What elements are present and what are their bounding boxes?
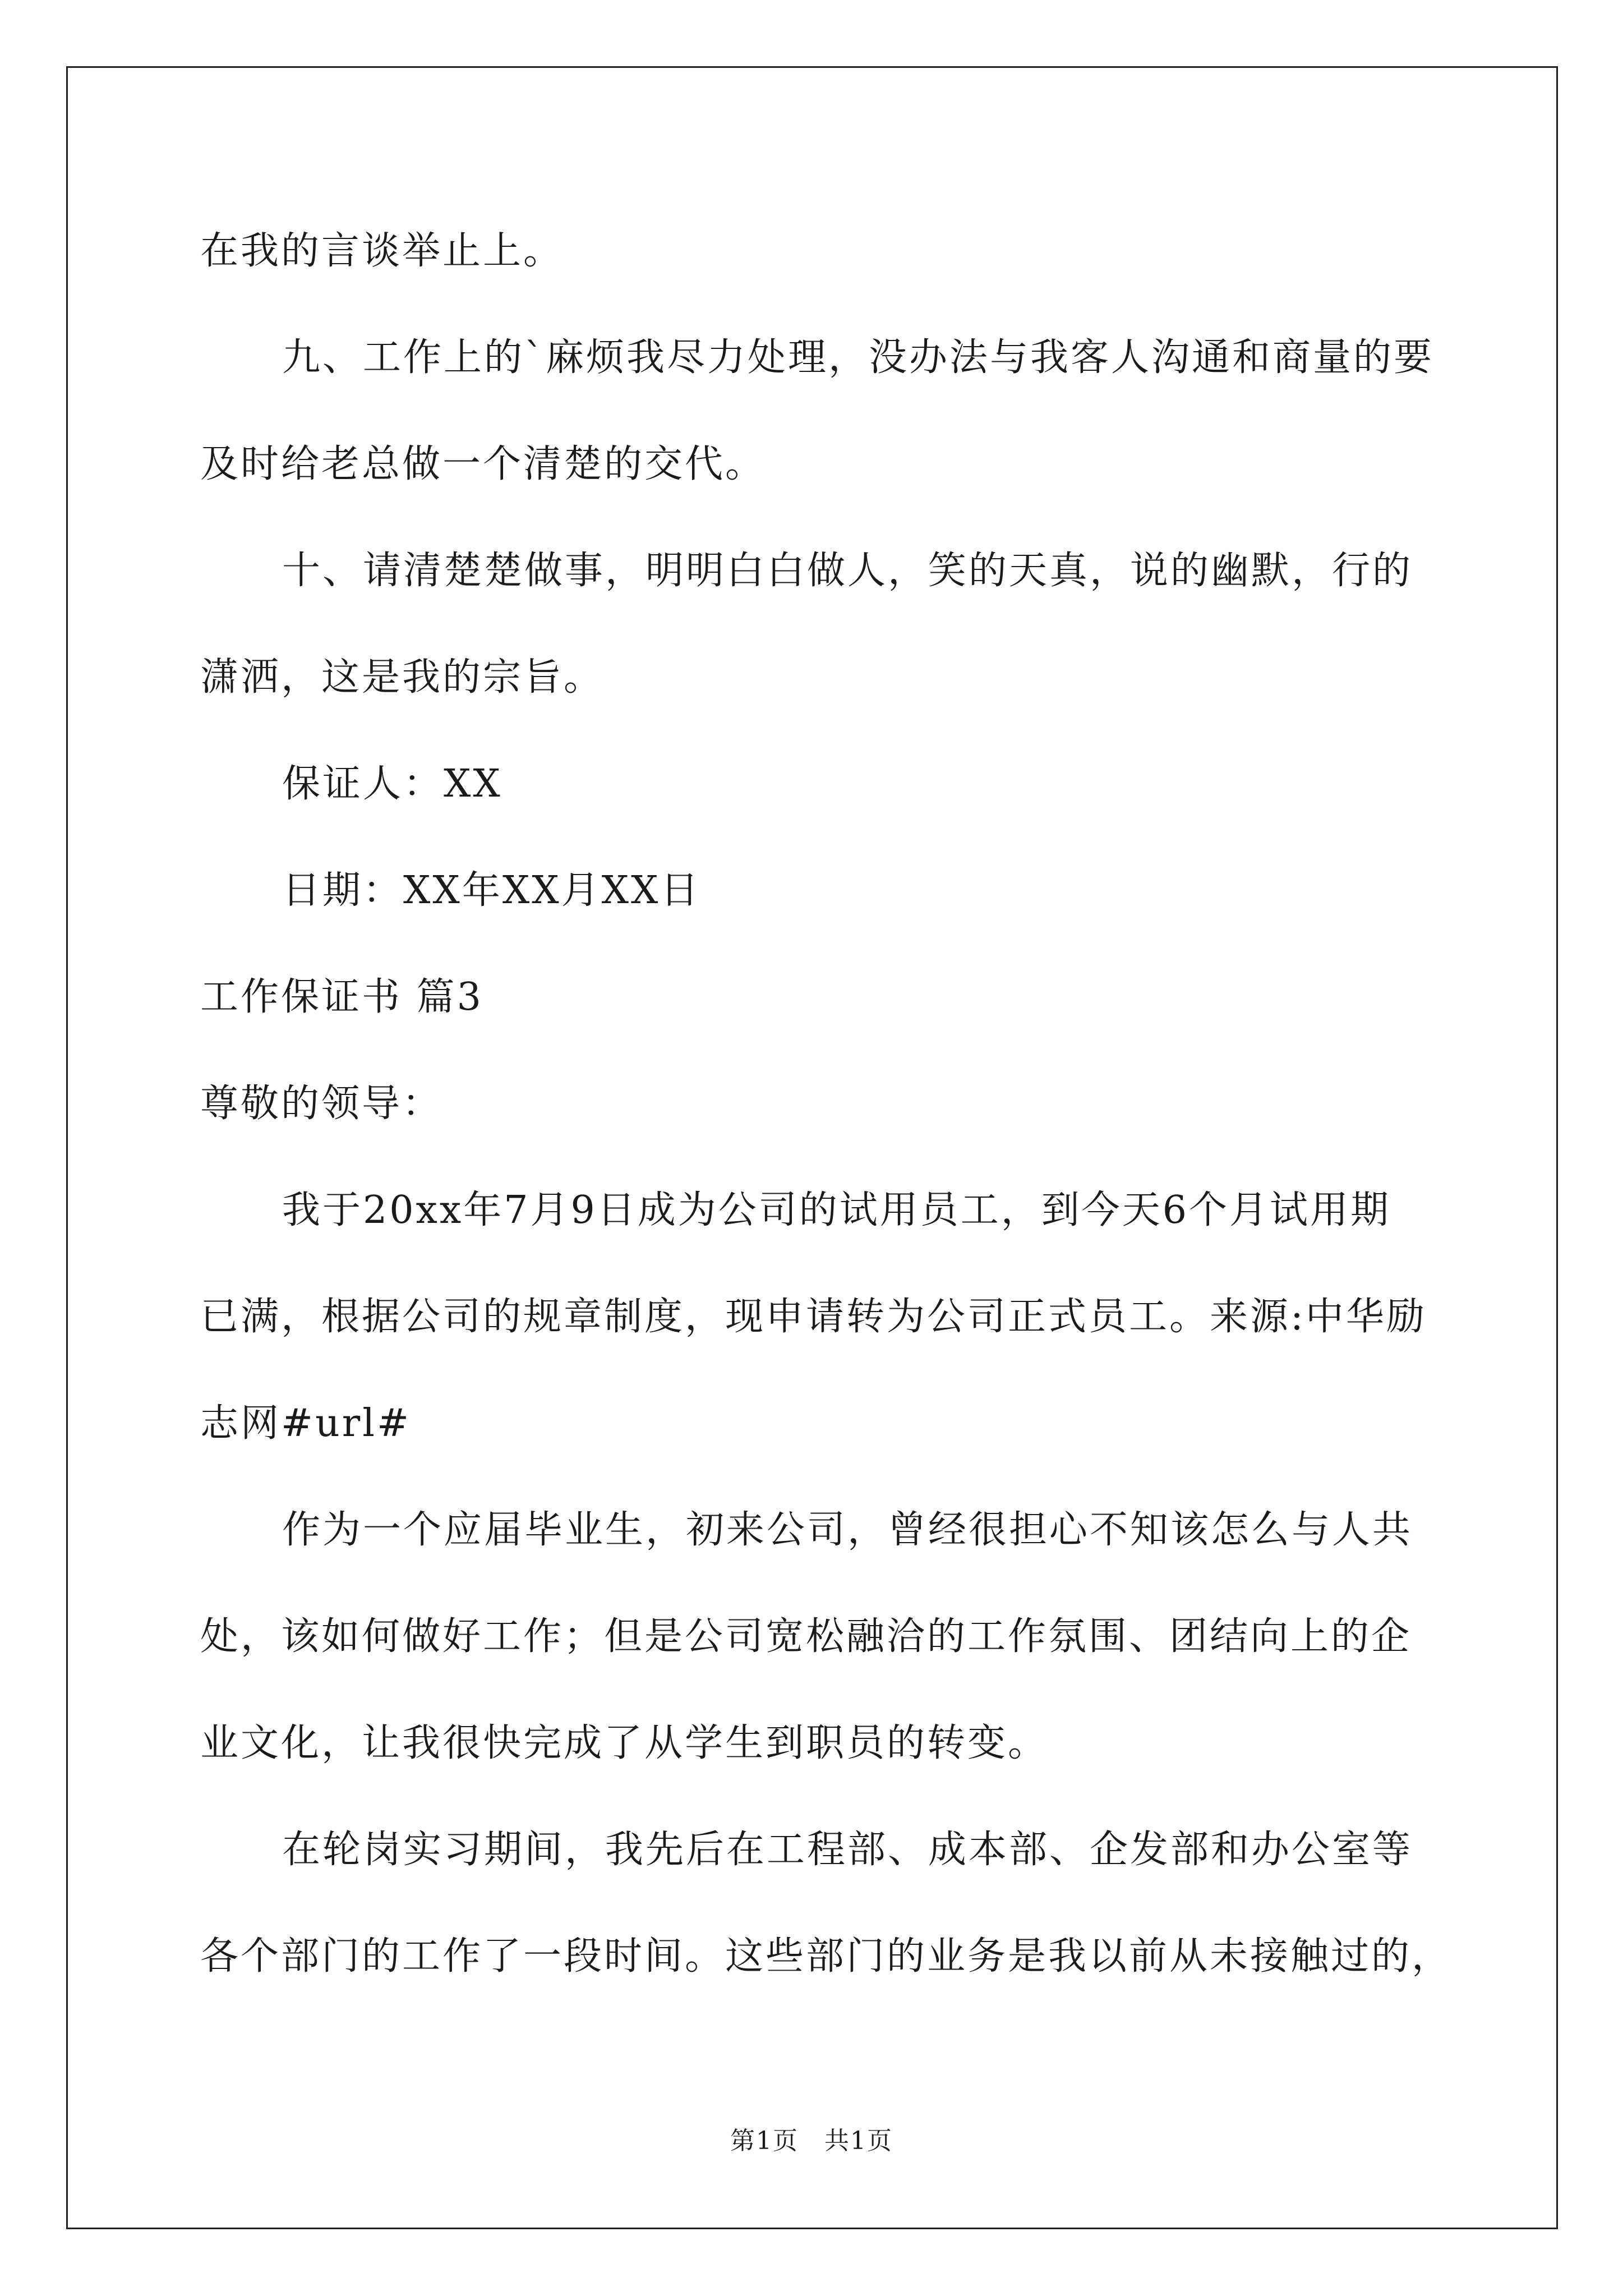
- text-line: 潇洒，这是我的宗旨。: [200, 655, 605, 700]
- text-line: 志网#url#: [200, 1401, 412, 1446]
- text-line: 处，该如何做好工作；但是公司宽松融洽的工作氛围、团结向上的企: [200, 1614, 1412, 1659]
- salutation: 尊敬的领导：: [200, 1082, 443, 1126]
- text-line: 及时给老总做一个清楚的交代。: [200, 442, 766, 486]
- signatory-line: 保证人：XX: [282, 762, 502, 806]
- text-line: 作为一个应届毕业生，初来公司，曾经很担心不知该怎么与人共: [282, 1508, 1413, 1552]
- section-heading: 工作保证书 篇3: [200, 975, 483, 1019]
- date-line: 日期：XX年XX月XX日: [282, 868, 701, 913]
- text-line: 业文化，让我很快完成了从学生到职员的转变。: [200, 1721, 1049, 1765]
- page-border: [66, 66, 1558, 2229]
- text-line: 已满，根据公司的规章制度，现申请转为公司正式员工。来源:中华励: [200, 1295, 1427, 1339]
- text-line: 九、工作上的`麻烦我尽力处理，没办法与我客人沟通和商量的要: [282, 335, 1435, 380]
- text-line: 各个部门的工作了一段时间。这些部门的业务是我以前从未接触过的，: [200, 1934, 1453, 1978]
- text-line: 在轮岗实习期间，我先后在工程部、成本部、企发部和办公室等: [282, 1828, 1413, 1872]
- page-footer: 第1页 共1页: [730, 2127, 893, 2155]
- text-line: 十、请清楚楚做事，明明白白做人，笑的天真，说的幽默，行的: [282, 549, 1413, 593]
- text-line: 在我的言谈举止上。: [200, 229, 564, 273]
- text-line: 我于20xx年7月9日成为公司的试用员工，到今天6个月试用期: [282, 1188, 1391, 1232]
